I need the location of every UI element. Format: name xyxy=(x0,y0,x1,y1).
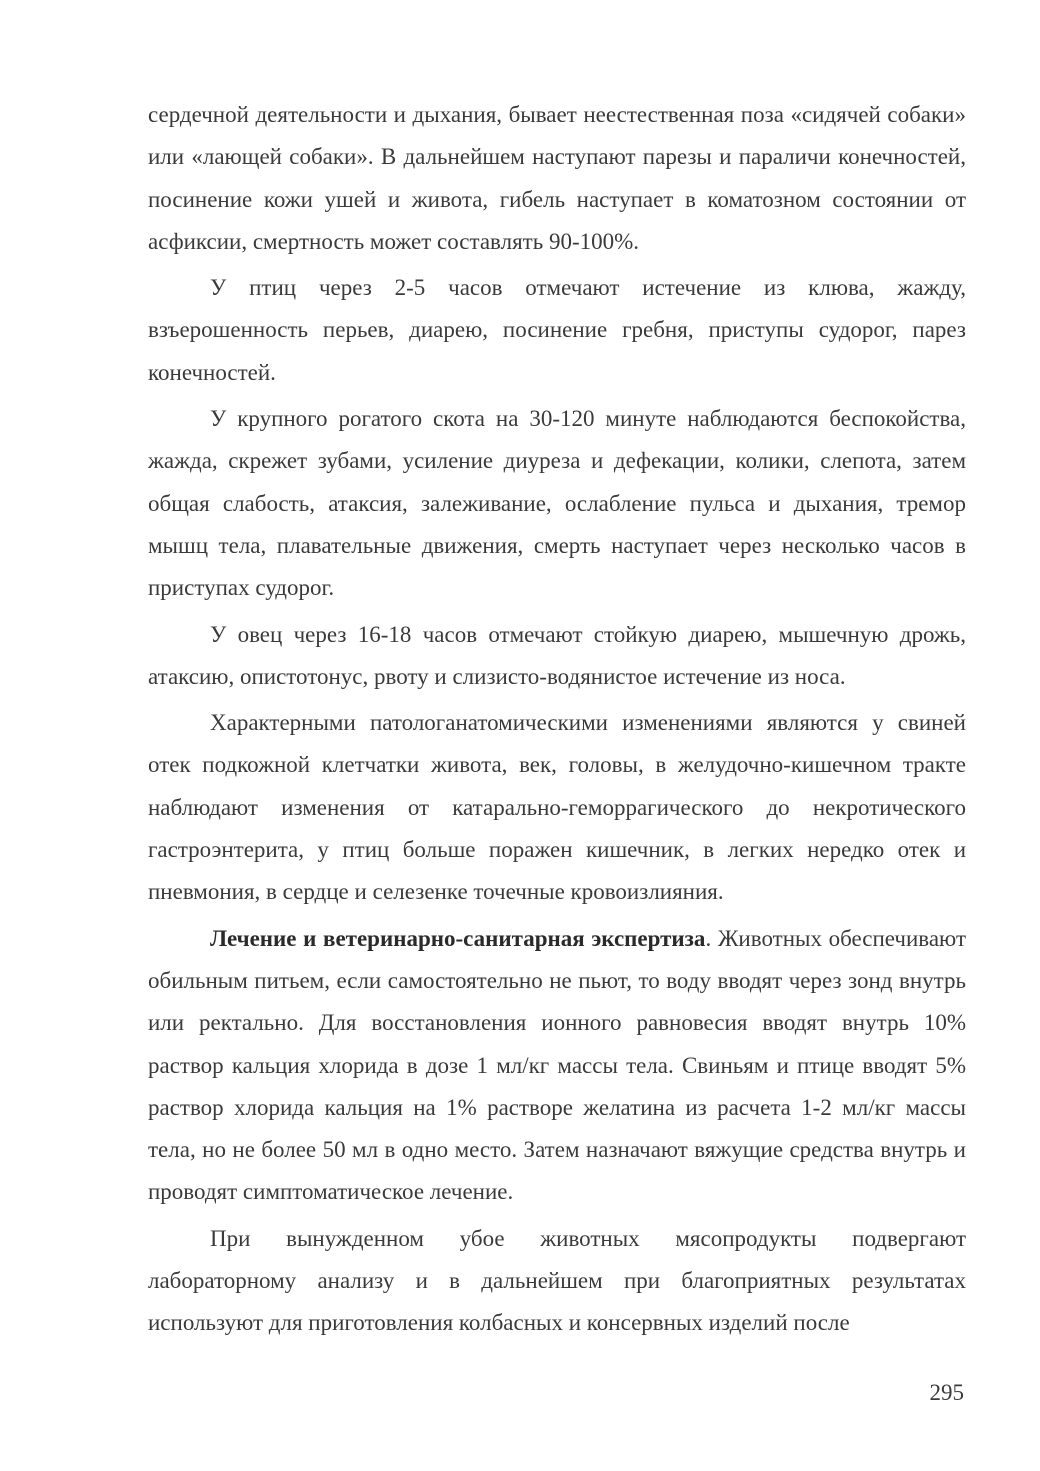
paragraph-birds: У птиц через 2-5 часов отмечают истечение из клюва, жажду, взъерошенность перьев, диарею, посинение гребня, приступы судорог, парез конечностей. xyxy=(148,275,966,385)
paragraph-continuation: сердечной деятельности и дыхания, бывает неестественная поза «сидячей собаки» или «лающей собаки». В дальнейшем наступают парезы и параличи конечностей, посинение кожи ушей и живота, гибель наступает в коматозном состоянии от асфиксии, смертность может составлять 90-100%. xyxy=(148,102,966,254)
paragraph-treatment xyxy=(148,918,966,1214)
paragraph-treatment-text: . Животных обеспечивают обильным питьем, если самостоятельно не пьют, то воду вводят через зонд внутрь или ректально. Для восстановления ионного равновесия вводят внутрь 10% раствор кальция хлорида в дозе 1 мл/кг массы тела. Свиньям и птице вводят 5% раствор хлорида кальция на 1% растворе желатина из расчета 1-2 мл/кг массы тела, но не более 50 мл в одно место. Затем назначают вяжущие средства внутрь и проводят симптоматическое лечение. xyxy=(148,925,966,1205)
section-heading-treatment: Лечение и ветеринарно-санитарная экспертиза xyxy=(210,925,706,951)
paragraph-pathology: Характерными патологанатомическими изменениями являются у свиней отек подкожной клетчатки живота, век, головы, в желудочно-кишечном тракте наблюдают изменения от катарально-геморрагического до некротического гастроэнтерита, у птиц больше поражен кишечник, в легких нередко отек и пневмония, в сердце и селезенке точечные кровоизлияния. xyxy=(148,710,966,905)
body-text xyxy=(148,94,966,1349)
paragraph-slaughter: При вынужденном убое животных мясопродукты подвергают лабораторному анализу и в дальнейшем при благоприятных результатах используют для приготовления колбасных и консервных изделий после xyxy=(148,1225,966,1336)
page-number: 295 xyxy=(929,1380,964,1405)
paragraph-cattle: У крупного рогатого скота на 30-120 минуте наблюдаются беспокойства, жажда, скрежет зубами, усиление диуреза и дефекации, колики, слепота, затем общая слабость, атаксия, залеживание, ослабление пульса и дыхания, тремор мышц тела, плавательные движения, смерть наступает через несколько часов в приступах судорог. xyxy=(148,406,966,601)
paragraph-sheep: У овец через 16-18 часов отмечают стойкую диарею, мышечную дрожь, атаксию, опистотонус, рвоту и слизисто-водянистое истечение из носа. xyxy=(148,621,966,689)
